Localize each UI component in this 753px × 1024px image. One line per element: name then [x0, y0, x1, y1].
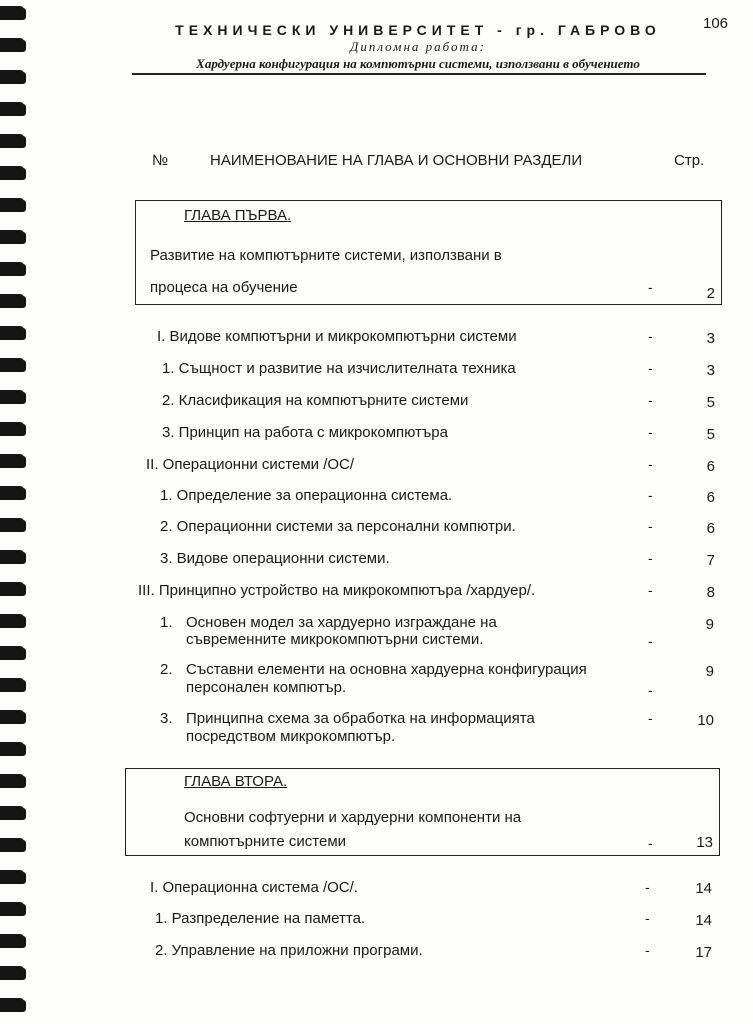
toc-entry-dash: -	[648, 550, 653, 566]
toc-entry-page: 9	[705, 616, 714, 633]
chapter-one-page: 2	[706, 285, 715, 302]
binding-ring	[0, 262, 24, 276]
toc-entry-dash: -	[648, 360, 653, 376]
toc-entry-line1: Съставни елементи на основна хардуерна конфигурация	[186, 661, 587, 678]
binding-ring	[0, 870, 24, 884]
binding-ring	[0, 646, 24, 660]
toc-entry-text: 2. Управление на приложни програми.	[155, 942, 423, 959]
binding-ring	[0, 390, 24, 404]
work-type: Дипломна работа:	[350, 39, 486, 54]
binding-ring	[0, 166, 24, 180]
toc-entry-text: 1. Определение за операционна система.	[160, 487, 453, 504]
toc-entry-text: III. Принципно устройство на микрокомпютъра /хардуер/.	[138, 582, 536, 599]
binding-ring	[0, 422, 24, 436]
toc-entry-page: 6	[706, 520, 715, 537]
binding-ring	[0, 230, 24, 244]
binding-ring	[0, 902, 24, 916]
chapter-two-title-line2: компютърните системи	[184, 833, 347, 850]
binding-ring	[0, 70, 24, 84]
binding-ring	[0, 486, 24, 500]
toc-entry-page: 3	[706, 330, 715, 347]
binding-ring	[0, 134, 24, 148]
toc-entry-dash: -	[648, 424, 653, 440]
binding-ring	[0, 38, 24, 52]
toc-entry-text: 3. Видове операционни системи.	[160, 550, 390, 567]
toc-entry-page: 17	[695, 944, 712, 961]
toc-entry-text: 2. Класификация на компютърните системи	[162, 392, 469, 409]
toc-entry-line2: персонален компютър.	[186, 679, 347, 696]
toc-entry-text: 1. Разпределение на паметта.	[155, 910, 366, 927]
toc-entry-text: I. Видове компютърни и микрокомпютърни системи	[157, 328, 517, 345]
page-number: 106	[703, 15, 729, 32]
binding-ring	[0, 550, 24, 564]
toc-entry-dash: -	[648, 518, 653, 534]
chapter-one-title-line2: процеса на обучение	[150, 279, 298, 296]
binding-ring	[0, 806, 24, 820]
binding-ring	[0, 6, 24, 20]
binding-ring	[0, 998, 24, 1012]
binding-ring	[0, 454, 24, 468]
toc-entry-dash: -	[648, 710, 653, 726]
chapter-one-label: ГЛАВА ПЪРВА.	[184, 207, 292, 224]
chapter-two-label: ГЛАВА ВТОРА.	[184, 773, 288, 790]
toc-entry-dash: -	[648, 682, 653, 698]
binding-ring	[0, 198, 24, 212]
binding-ring	[0, 102, 24, 116]
toc-entry-page: 14	[695, 912, 712, 929]
toc-entry-line2: съвременните микрокомпютърни системи.	[186, 631, 484, 648]
toc-entry-page: 5	[706, 394, 715, 411]
chapter-two-title-line1: Основни софтуерни и хардуерни компоненти на	[184, 809, 522, 826]
binding-ring	[0, 966, 24, 980]
toc-entry-page: 8	[706, 584, 715, 601]
thesis-topic: Хардуерна конфигурация на компютърни системи, използвани в обучението	[196, 56, 640, 71]
toc-entry-page: 3	[706, 362, 715, 379]
toc-entry-line1: Основен модел за хардуерно изграждане на	[186, 614, 497, 631]
binding-ring	[0, 742, 24, 756]
toc-num-heading: №	[152, 152, 169, 169]
toc-entry-line1: Принципна схема за обработка на информацията	[186, 710, 535, 727]
toc-entry-number: 3.	[160, 710, 173, 727]
toc-entry-text: II. Операционни системи /ОС/	[146, 456, 355, 473]
toc-title-heading: НАИМЕНОВАНИЕ НА ГЛАВА И ОСНОВНИ РАЗДЕЛИ	[210, 152, 583, 169]
binding-ring	[0, 326, 24, 340]
toc-page-heading: Стр.	[674, 152, 705, 169]
toc-entry-dash: -	[645, 879, 650, 895]
toc-entry-text: 2. Операционни системи за персонални компютри.	[160, 518, 516, 535]
binding-ring	[0, 774, 24, 788]
toc-entry-page: 6	[706, 489, 715, 506]
toc-entry-page: 14	[695, 880, 712, 897]
toc-entry-page: 6	[706, 458, 715, 475]
header-rule	[132, 73, 706, 75]
toc-entry-page: 7	[706, 552, 715, 569]
toc-entry-text: I. Операционна система /ОС/.	[150, 879, 358, 896]
chapter-two-dash: -	[648, 835, 653, 851]
toc-entry-number: 1.	[160, 614, 173, 631]
university-name: ТЕХНИЧЕСКИ УНИВЕРСИТЕТ - гр. ГАБРОВО	[175, 22, 661, 38]
toc-entry-dash: -	[645, 910, 650, 926]
binding-ring	[0, 678, 24, 692]
binding-ring	[0, 838, 24, 852]
chapter-two-page: 13	[696, 834, 713, 851]
toc-entry-dash: -	[648, 328, 653, 344]
binding-ring	[0, 710, 24, 724]
toc-entry-page: 5	[706, 426, 715, 443]
toc-entry-text: 3. Принцип на работа с микрокомпютъра	[162, 424, 448, 441]
binding-ring	[0, 614, 24, 628]
binding-ring	[0, 934, 24, 948]
chapter-one-title-line1: Развитие на компютърните системи, използвани в	[150, 247, 502, 264]
toc-entry-dash: -	[648, 582, 653, 598]
spiral-binding	[0, 0, 24, 1024]
binding-ring	[0, 358, 24, 372]
toc-entry-dash: -	[648, 392, 653, 408]
toc-entry-number: 2.	[160, 661, 173, 678]
binding-ring	[0, 582, 24, 596]
toc-entry-text: 1. Същност и развитие на изчислителната техника	[162, 360, 516, 377]
toc-entry-dash: -	[645, 942, 650, 958]
toc-entry-dash: -	[648, 633, 653, 649]
toc-entry-page: 10	[697, 712, 714, 729]
document-header	[130, 22, 706, 72]
binding-ring	[0, 294, 24, 308]
binding-ring	[0, 518, 24, 532]
chapter-one-dash: -	[648, 279, 653, 295]
toc-entry-dash: -	[648, 487, 653, 503]
toc-entry-page: 9	[705, 663, 714, 680]
toc-entry-dash: -	[648, 456, 653, 472]
toc-entry-line2: посредством микрокомпютър.	[186, 728, 396, 745]
